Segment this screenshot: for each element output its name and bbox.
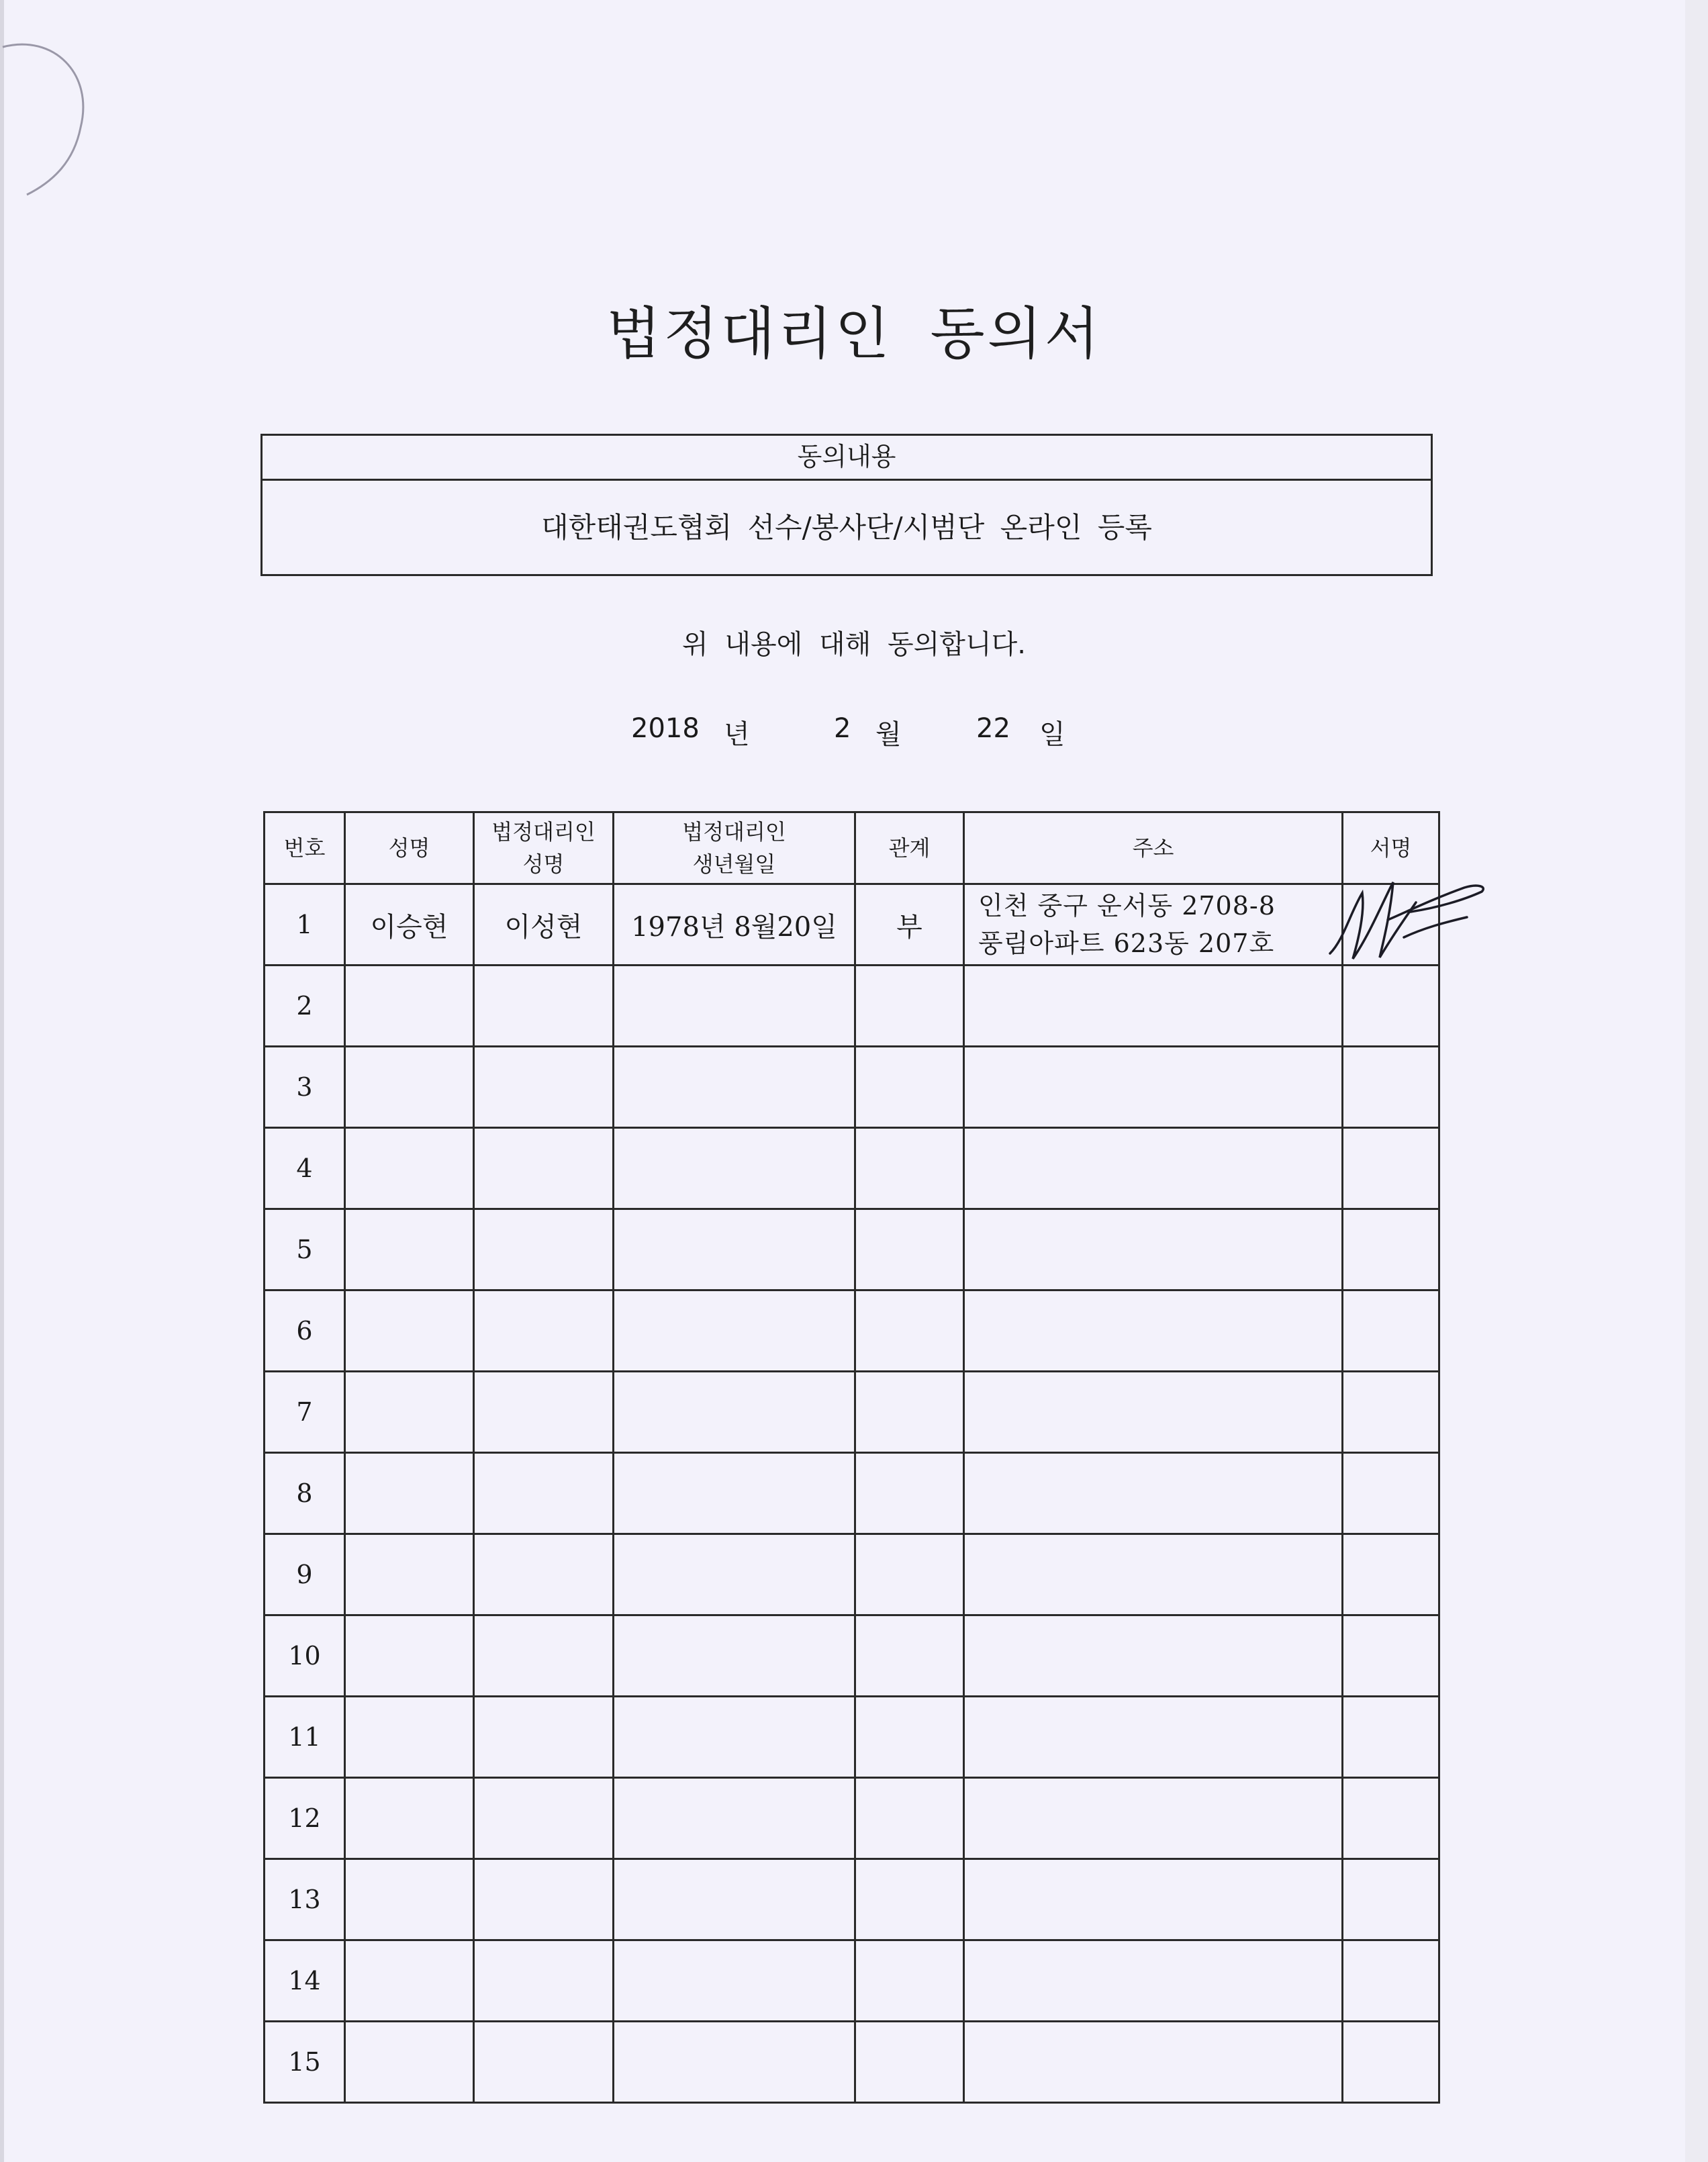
table-row xyxy=(265,1290,1439,1372)
row-name xyxy=(345,1615,474,1697)
header-name: 성명 xyxy=(345,812,474,884)
row-guardian-name xyxy=(474,1453,614,1534)
row-guardian-name xyxy=(474,1128,614,1209)
header-guardian-birth xyxy=(614,812,855,884)
table-row xyxy=(265,2022,1439,2103)
row-relation xyxy=(855,1290,964,1372)
row-guardian-name xyxy=(474,1940,614,2022)
row-guardian-name xyxy=(474,1290,614,1372)
row-signature-cell xyxy=(1343,1534,1439,1615)
table-row xyxy=(265,1372,1439,1453)
row-signature-cell xyxy=(1343,1697,1439,1778)
row-name xyxy=(345,2022,474,2103)
table-row xyxy=(265,1047,1439,1128)
row-signature-cell xyxy=(1343,1290,1439,1372)
handwritten-signature-icon xyxy=(1323,873,1491,974)
header-guardian-birth-line2: 생년월일 xyxy=(692,851,776,877)
row-relation xyxy=(855,1372,964,1453)
row-address xyxy=(964,1778,1343,1859)
row-no: 14 xyxy=(265,1940,345,2022)
row-name xyxy=(345,1534,474,1615)
table-row xyxy=(265,884,1439,966)
row-no: 15 xyxy=(265,2022,345,2103)
row-signature-cell xyxy=(1343,1859,1439,1940)
document-title: 법정대리인 동의서 xyxy=(606,301,1102,367)
row-address xyxy=(964,2022,1343,2103)
row-relation xyxy=(855,1940,964,2022)
row-guardian-birth xyxy=(614,1209,855,1290)
header-guardian-name xyxy=(474,812,614,884)
row-name: 이승현 xyxy=(345,884,474,966)
header-no: 번호 xyxy=(265,812,345,884)
row-no: 11 xyxy=(265,1697,345,1778)
row-guardian-birth: 1978년 8월20일 xyxy=(614,884,855,966)
row-address-line1: 인천 중구 운서동 2708-8 xyxy=(978,891,1276,921)
row-no: 4 xyxy=(265,1128,345,1209)
row-guardian-birth xyxy=(614,2022,855,2103)
row-guardian-name xyxy=(474,2022,614,2103)
row-no: 13 xyxy=(265,1859,345,1940)
row-address xyxy=(964,1940,1343,2022)
row-relation xyxy=(855,1615,964,1697)
row-address xyxy=(964,966,1343,1047)
row-no: 8 xyxy=(265,1453,345,1534)
row-guardian-birth xyxy=(614,1453,855,1534)
row-guardian-name xyxy=(474,1615,614,1697)
row-signature-cell xyxy=(1343,1940,1439,2022)
row-signature-cell xyxy=(1343,2022,1439,2103)
corner-pencil-mark-icon xyxy=(0,27,101,201)
table-row xyxy=(265,1453,1439,1534)
row-no: 5 xyxy=(265,1209,345,1290)
row-address xyxy=(964,1697,1343,1778)
row-address-line2: 풍림아파트 623동 207호 xyxy=(978,929,1275,958)
row-relation xyxy=(855,1453,964,1534)
row-name xyxy=(345,1128,474,1209)
row-guardian-birth xyxy=(614,1697,855,1778)
row-relation xyxy=(855,1534,964,1615)
date-day-unit: 일 xyxy=(1039,719,1065,750)
row-guardian-birth xyxy=(614,1372,855,1453)
row-name xyxy=(345,1697,474,1778)
table-row xyxy=(265,1534,1439,1615)
row-address xyxy=(964,1128,1343,1209)
row-relation xyxy=(855,966,964,1047)
row-guardian-birth xyxy=(614,1940,855,2022)
row-name xyxy=(345,1290,474,1372)
row-guardian-birth xyxy=(614,1047,855,1128)
header-guardian-name-line2: 성명 xyxy=(522,851,565,877)
row-address xyxy=(964,1859,1343,1940)
row-guardian-birth xyxy=(614,1859,855,1940)
table-row xyxy=(265,1859,1439,1940)
row-signature-cell xyxy=(1343,1615,1439,1697)
row-name xyxy=(345,1372,474,1453)
date-month-unit: 월 xyxy=(875,719,902,750)
row-address xyxy=(964,1372,1343,1453)
row-relation xyxy=(855,1047,964,1128)
row-no: 2 xyxy=(265,966,345,1047)
row-guardian-name xyxy=(474,1778,614,1859)
row-address xyxy=(964,1209,1343,1290)
row-relation xyxy=(855,1209,964,1290)
table-row xyxy=(265,1615,1439,1697)
row-address xyxy=(964,1615,1343,1697)
row-relation xyxy=(855,1128,964,1209)
table-row xyxy=(265,1778,1439,1859)
row-address xyxy=(964,1453,1343,1534)
header-guardian-name-line1: 법정대리인 xyxy=(491,819,596,845)
row-no: 3 xyxy=(265,1047,345,1128)
row-guardian-name xyxy=(474,1697,614,1778)
agreement-statement: 위 내용에 대해 동의합니다. xyxy=(682,629,1026,660)
row-guardian-name xyxy=(474,1372,614,1453)
row-guardian-name xyxy=(474,1859,614,1940)
table-row xyxy=(265,1940,1439,2022)
row-guardian-birth xyxy=(614,1534,855,1615)
row-guardian-name: 이성현 xyxy=(474,884,614,966)
row-guardian-birth xyxy=(614,1128,855,1209)
header-signature: 서명 xyxy=(1343,812,1439,884)
row-name xyxy=(345,1940,474,2022)
consent-box xyxy=(260,434,1433,576)
table-row xyxy=(265,1209,1439,1290)
row-signature-cell xyxy=(1343,1778,1439,1859)
header-relation: 관계 xyxy=(855,812,964,884)
header-address: 주소 xyxy=(964,812,1343,884)
row-relation xyxy=(855,1697,964,1778)
row-signature-cell xyxy=(1343,1209,1439,1290)
row-signature-cell xyxy=(1343,1047,1439,1128)
row-address xyxy=(964,1534,1343,1615)
row-relation xyxy=(855,1859,964,1940)
row-name xyxy=(345,1778,474,1859)
row-signature-cell xyxy=(1343,966,1439,1047)
row-relation xyxy=(855,1778,964,1859)
row-guardian-name xyxy=(474,1047,614,1128)
date-year-unit: 년 xyxy=(724,719,750,750)
date-year: 2018 xyxy=(631,713,700,744)
table-row xyxy=(265,966,1439,1047)
row-guardian-birth xyxy=(614,1290,855,1372)
date-month: 2 xyxy=(834,713,851,744)
row-signature-cell xyxy=(1343,1453,1439,1534)
row-no: 7 xyxy=(265,1372,345,1453)
row-address xyxy=(964,1290,1343,1372)
row-guardian-name xyxy=(474,966,614,1047)
row-signature-cell xyxy=(1343,1128,1439,1209)
row-name xyxy=(345,1859,474,1940)
row-no: 10 xyxy=(265,1615,345,1697)
row-guardian-birth xyxy=(614,1778,855,1859)
table-row xyxy=(265,1697,1439,1778)
table-row xyxy=(265,1128,1439,1209)
row-address xyxy=(964,884,1343,966)
row-guardian-name xyxy=(474,1209,614,1290)
row-guardian-birth xyxy=(614,966,855,1047)
table-header-row xyxy=(265,812,1439,884)
row-name xyxy=(345,1209,474,1290)
row-no: 9 xyxy=(265,1534,345,1615)
date-day: 22 xyxy=(976,713,1010,744)
row-name xyxy=(345,1453,474,1534)
row-signature-cell xyxy=(1343,884,1439,966)
row-address xyxy=(964,1047,1343,1128)
row-no: 12 xyxy=(265,1778,345,1859)
row-guardian-birth xyxy=(614,1615,855,1697)
row-relation: 부 xyxy=(855,884,964,966)
row-name xyxy=(345,966,474,1047)
header-guardian-birth-line1: 법정대리인 xyxy=(682,819,786,845)
registration-table xyxy=(263,811,1440,2104)
row-name xyxy=(345,1047,474,1128)
consent-heading: 동의내용 xyxy=(263,436,1431,481)
consent-text: 대한태권도협회 선수/봉사단/시범단 온라인 등록 xyxy=(541,511,1152,544)
row-guardian-name xyxy=(474,1534,614,1615)
row-signature-cell xyxy=(1343,1372,1439,1453)
row-no: 1 xyxy=(265,884,345,966)
row-relation xyxy=(855,2022,964,2103)
row-no: 6 xyxy=(265,1290,345,1372)
